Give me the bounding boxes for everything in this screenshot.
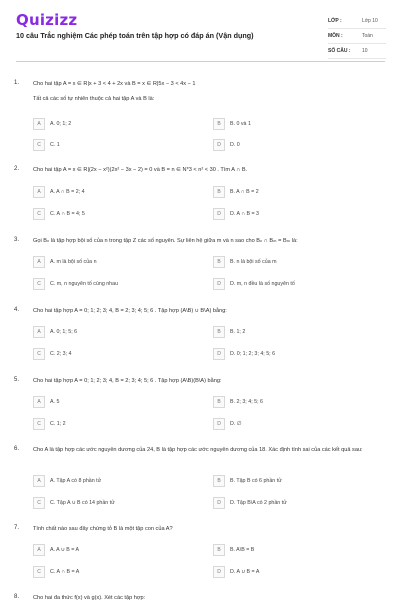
option-d[interactable] xyxy=(213,208,381,220)
option-b[interactable] xyxy=(213,475,381,487)
option-b[interactable] xyxy=(213,186,381,198)
option-text: A. 5 xyxy=(50,399,60,405)
question-subtext: Tất cả các số tự nhiên thuộc cả hai tập A và B là: xyxy=(33,96,155,102)
option-b[interactable] xyxy=(213,256,381,268)
meta-value: Toán xyxy=(362,33,373,39)
question-text: Cho hai tập hợp A = 0; 1; 2; 3; 4, B = 2; 3; 4; 5; 6 . Tập hợp (A\B)(B\A) bằng: xyxy=(33,378,222,384)
option-text: D. m, n đều là số nguyên tố xyxy=(230,281,295,287)
option-letter: D xyxy=(213,348,225,360)
option-letter: C xyxy=(33,139,45,151)
option-a[interactable] xyxy=(33,256,201,268)
option-c[interactable] xyxy=(33,208,201,220)
option-d[interactable] xyxy=(213,418,381,430)
option-text: D. Tập B\A có 2 phần tử xyxy=(230,500,287,506)
option-letter: B xyxy=(213,326,225,338)
option-text: B. Tập B có 6 phần tử xyxy=(230,478,282,484)
option-b[interactable] xyxy=(213,544,381,556)
option-a[interactable] xyxy=(33,396,201,408)
option-letter: D xyxy=(213,208,225,220)
option-text: C. 1 xyxy=(50,142,60,148)
meta-label: SỐ CÂU : xyxy=(328,48,351,54)
option-letter: C xyxy=(33,208,45,220)
option-letter: A xyxy=(33,186,45,198)
question-text: Gọi Bₙ là tập hợp bội số của n trong tập Z các số nguyên. Sự liên hệ giữa m và n sao cho Bₙ ∩ Bₘ = Bₘ là: xyxy=(33,238,298,244)
meta-info xyxy=(328,14,386,59)
option-a[interactable] xyxy=(33,186,201,198)
option-text: C. A ∩ B = 4; 5 xyxy=(50,211,85,217)
question-text: Tính chất nào sau đây chứng tỏ B là một tập con của A? xyxy=(33,526,173,532)
option-text: C. A ∩ B = A xyxy=(50,569,80,575)
option-letter: D xyxy=(213,278,225,290)
option-letter: D xyxy=(213,139,225,151)
option-text: C. 2; 3; 4 xyxy=(50,351,72,357)
option-letter: C xyxy=(33,418,45,430)
meta-label: LỚP : xyxy=(328,18,342,24)
option-letter: D xyxy=(213,418,225,430)
option-letter: A xyxy=(33,256,45,268)
question-number: 5. xyxy=(14,377,20,383)
option-text: A. A ∩ B = 2; 4 xyxy=(50,189,85,195)
option-letter: C xyxy=(33,497,45,509)
option-text: B. 0 và 1 xyxy=(230,121,251,127)
option-text: C. 1; 2 xyxy=(50,421,66,427)
option-d[interactable] xyxy=(213,566,381,578)
option-c[interactable] xyxy=(33,139,201,151)
question-number: 7. xyxy=(14,525,20,531)
option-c[interactable] xyxy=(33,418,201,430)
question-number: 8. xyxy=(14,594,20,600)
option-letter: B xyxy=(213,256,225,268)
option-text: A. m là bội số của n xyxy=(50,259,97,265)
option-text: D. ∅ xyxy=(230,421,242,427)
option-letter: B xyxy=(213,396,225,408)
option-letter: D xyxy=(213,497,225,509)
meta-value: 10 xyxy=(362,48,368,54)
document-title: 10 câu Trắc nghiệm Các phép toán trên tập hợp có đáp án (Vận dụng) xyxy=(16,31,254,40)
option-text: A. 0; 1; 5; 6 xyxy=(50,329,78,335)
meta-row-subject xyxy=(328,29,386,44)
option-letter: C xyxy=(33,278,45,290)
option-text: D. 0 xyxy=(230,142,240,148)
option-text: A. A ∪ B = A xyxy=(50,547,80,553)
option-text: B. n là bội số của m xyxy=(230,259,277,265)
option-c[interactable] xyxy=(33,278,201,290)
option-c[interactable] xyxy=(33,348,201,360)
option-a[interactable] xyxy=(33,326,201,338)
meta-label: MÔN : xyxy=(328,33,343,39)
question-text: Cho hai tập hợp A = 0; 1; 2; 3; 4, B = 2; 3; 4; 5; 6 . Tập hợp (A\B) ∪ B\A) bằng: xyxy=(33,308,227,314)
option-a[interactable] xyxy=(33,475,201,487)
option-d[interactable] xyxy=(213,497,381,509)
question-number: 6. xyxy=(14,446,20,452)
option-letter: C xyxy=(33,348,45,360)
option-b[interactable] xyxy=(213,326,381,338)
option-a[interactable] xyxy=(33,118,201,130)
option-letter: A xyxy=(33,544,45,556)
question-text: Cho hai tập A = x ∈ R|x + 3 < 4 + 2x và B = x ∈ R|5x − 3 < 4x − 1 xyxy=(33,81,196,87)
option-text: B. 1; 2 xyxy=(230,329,246,335)
option-letter: A xyxy=(33,475,45,487)
option-letter: A xyxy=(33,326,45,338)
option-text: C. Tập A ∪ B có 14 phần tử xyxy=(50,500,115,506)
option-text: D. 0; 1; 2; 3; 4; 5; 6 xyxy=(230,351,276,357)
option-b[interactable] xyxy=(213,118,381,130)
option-text: B. A ∩ B = 2 xyxy=(230,189,259,195)
option-text: C. m, n nguyên tố cùng nhau xyxy=(50,281,119,287)
option-text: A. Tập A có 8 phần tử xyxy=(50,478,102,484)
option-c[interactable] xyxy=(33,497,201,509)
option-letter: C xyxy=(33,566,45,578)
option-letter: A xyxy=(33,396,45,408)
option-text: B. A\B = B xyxy=(230,547,255,553)
header-divider xyxy=(16,61,385,62)
option-a[interactable] xyxy=(33,544,201,556)
option-b[interactable] xyxy=(213,396,381,408)
option-letter: A xyxy=(33,118,45,130)
option-text: D. A ∪ B = A xyxy=(230,569,260,575)
option-letter: B xyxy=(213,186,225,198)
option-d[interactable] xyxy=(213,348,381,360)
option-letter: B xyxy=(213,544,225,556)
question-text: Cho A là tập hợp các ước nguyên dương của 24, B là tập hợp các ước nguyên dương của 18. Xác định tính sai của các kết quả sau: xyxy=(33,447,363,453)
option-letter: B xyxy=(213,118,225,130)
question-text: Cho hai đa thức f(x) và g(x). Xét các tập hợp: xyxy=(33,595,146,601)
logo: Quizizz xyxy=(16,11,78,29)
question-number: 2. xyxy=(14,166,20,172)
option-text: B. 2; 3; 4; 5; 6 xyxy=(230,399,263,405)
meta-value: Lớp 10 xyxy=(362,18,378,24)
question-number: 1. xyxy=(14,80,20,86)
option-d[interactable] xyxy=(213,139,381,151)
question-text: Cho hai tập A = x ∈ R|(2x − x²)(2x² − 3x − 2) = 0 và B = n ∈ N*3 < n² < 30 . Tìm A ∩ B. xyxy=(33,167,248,173)
question-number: 4. xyxy=(14,307,20,313)
meta-row-class xyxy=(328,14,386,29)
option-letter: D xyxy=(213,566,225,578)
meta-row-count xyxy=(328,44,386,59)
option-text: D. A ∩ B = 3 xyxy=(230,211,259,217)
option-c[interactable] xyxy=(33,566,201,578)
option-text: A. 0; 1; 2 xyxy=(50,121,72,127)
option-d[interactable] xyxy=(213,278,381,290)
question-number: 3. xyxy=(14,237,20,243)
option-letter: B xyxy=(213,475,225,487)
